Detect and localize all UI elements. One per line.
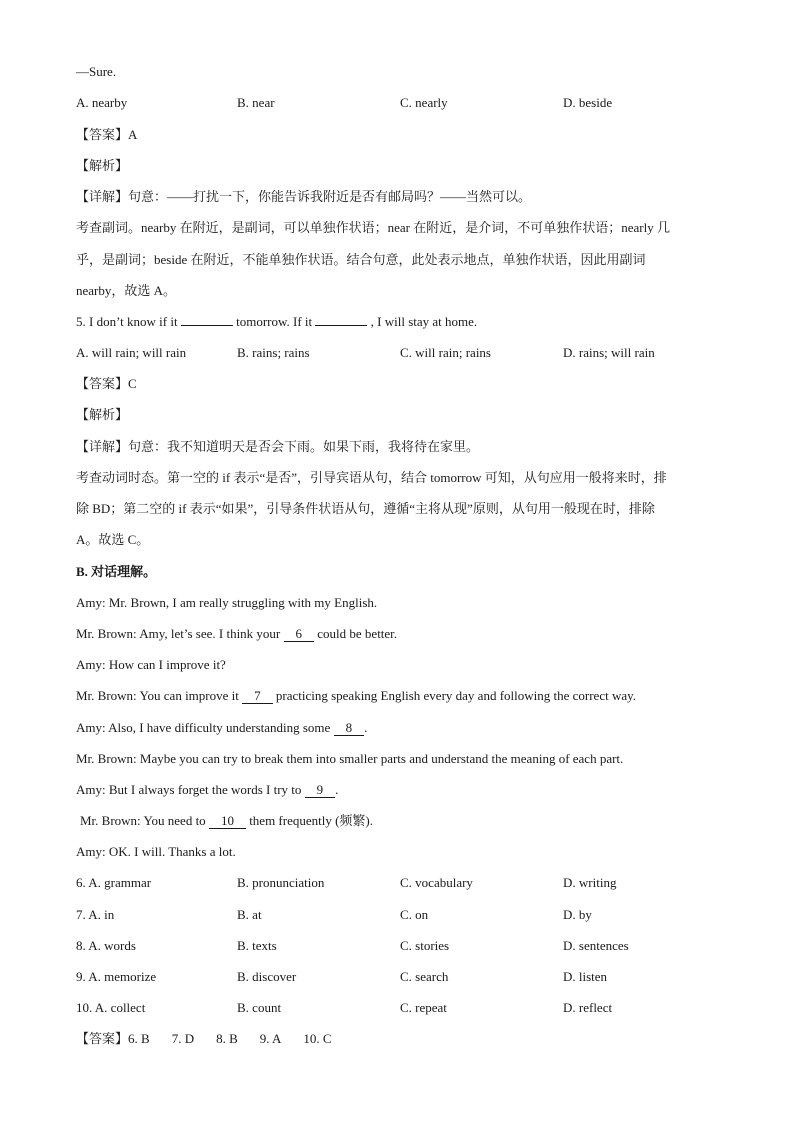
q4-option-b: B. near	[237, 95, 275, 110]
q7-option-a: 7. A. in	[76, 907, 115, 922]
answers-label: 【答案】	[76, 1031, 129, 1046]
q5-stem-part-2: tomorrow. If it	[236, 314, 313, 329]
q7-option-c: C. on	[400, 907, 429, 922]
q5-blank-1	[181, 325, 233, 326]
q8-option-c: C. stories	[400, 938, 450, 953]
dialogue-line-8	[80, 812, 373, 830]
dialogue-text: Mr. Brown: Maybe you can try to break them into smaller parts and understand the meaning of each part.	[76, 751, 624, 766]
q7-option-d: D. by	[563, 907, 592, 922]
q10-option-d: D. reflect	[563, 1000, 613, 1015]
q5-stem	[76, 313, 477, 331]
dialogue-text: Amy: OK. I will. Thanks a lot.	[76, 844, 236, 859]
dialogue-text: Amy: How can I improve it?	[76, 657, 226, 672]
dialogue-line-1	[76, 594, 377, 612]
q4-analysis-label: 【解析】	[76, 158, 129, 173]
answer-8: 8. B	[216, 1031, 238, 1046]
dialogue-text: .	[335, 782, 339, 797]
dialogue-line-3	[76, 656, 226, 674]
q5-explain-line-1: 考查动词时态。第一空的 if 表示“是否”，引导宾语从句，结合 tomorrow 可知，从句应用一般将来时，排	[76, 470, 667, 485]
dialogue-line-9	[76, 843, 236, 861]
q5-option-c: C. will rain; rains	[400, 345, 491, 360]
answer-10: 10. C	[303, 1031, 332, 1046]
q5-detail: 【详解】句意：我不知道明天是否会下雨。如果下雨，我将待在家里。	[76, 439, 480, 454]
q6-option-b: B. pronunciation	[237, 875, 325, 890]
dialogue-text: Amy: Also, I have difficulty understanding some	[76, 720, 334, 735]
q5-option-a: A. will rain; will rain	[76, 345, 187, 360]
q6-option-c: C. vocabulary	[400, 875, 473, 890]
q4-option-d: D. beside	[563, 95, 613, 110]
q5-blank-2	[315, 325, 367, 326]
dialogue-line-5	[76, 719, 367, 737]
dialogue-text: Amy: Mr. Brown, I am really struggling with my English.	[76, 595, 378, 610]
dialogue-text: Mr. Brown: You need to	[80, 813, 209, 828]
section-b-title: B. 对话理解。	[76, 564, 157, 579]
q8-option-a: 8. A. words	[76, 938, 136, 953]
q5-stem-part-1: 5. I don’t know if it	[76, 314, 178, 329]
q6-option-a: 6. A. grammar	[76, 875, 152, 890]
q9-option-b: B. discover	[237, 969, 297, 984]
q4-detail: 【详解】句意：——打扰一下，你能告诉我附近是否有邮局吗？——当然可以。	[76, 189, 532, 204]
q5-option-b: B. rains; rains	[237, 345, 310, 360]
dialogue-text: Mr. Brown: Amy, let’s see. I think your	[76, 626, 284, 641]
q8-option-d: D. sentences	[563, 938, 629, 953]
q4-reply: —Sure.	[76, 64, 117, 79]
q4-explain-line-1: 考查副词。nearby 在附近，是副词，可以单独作状语；near 在附近，是介词，不可单独作状语；nearly 几	[76, 220, 670, 235]
q9-option-d: D. listen	[563, 969, 608, 984]
blank-7: 7	[242, 689, 273, 704]
dialogue-text: Amy: But I always forget the words I try to	[76, 782, 305, 797]
q4-option-c: C. nearly	[400, 95, 448, 110]
q5-answer: 【答案】C	[76, 376, 137, 391]
dialogue-text: Mr. Brown: You can improve it	[76, 688, 243, 703]
blank-10: 10	[209, 814, 246, 829]
blank-9: 9	[305, 783, 336, 798]
q5-explain-line-3: A。故选 C。	[76, 532, 150, 547]
q4-option-a: A. nearby	[76, 95, 128, 110]
dialogue-text: could be better.	[314, 626, 398, 641]
section-b-answers	[76, 1030, 332, 1048]
q5-option-d: D. rains; will rain	[563, 345, 655, 360]
q5-stem-part-3: , I will stay at home.	[370, 314, 478, 329]
dialogue-line-2	[76, 625, 397, 643]
blank-8: 8	[334, 721, 365, 736]
dialogue-line-6	[76, 750, 623, 768]
q9-option-c: C. search	[400, 969, 449, 984]
dialogue-text: practicing speaking English every day and following the correct way.	[272, 688, 637, 703]
q10-option-b: B. count	[237, 1000, 282, 1015]
dialogue-line-7	[76, 781, 338, 799]
dialogue-text: .	[364, 720, 368, 735]
q8-option-b: B. texts	[237, 938, 277, 953]
answer-9: 9. A	[259, 1031, 282, 1046]
answer-7: 7. D	[171, 1031, 195, 1046]
q4-explain-line-2: 乎，是副词；beside 在附近，不能单独作状语。结合句意，此处表示地点，单独作状语，因此用副词	[76, 252, 646, 267]
q6-option-d: D. writing	[563, 875, 617, 890]
q9-option-a: 9. A. memorize	[76, 969, 157, 984]
dialogue-text: them frequently (频繁).	[245, 813, 374, 828]
q4-explain-line-3: nearby，故选 A。	[76, 283, 177, 298]
blank-6: 6	[284, 627, 315, 642]
q5-analysis-label: 【解析】	[76, 407, 129, 422]
q10-option-a: 10. A. collect	[76, 1000, 146, 1015]
q10-option-c: C. repeat	[400, 1000, 447, 1015]
dialogue-line-4	[76, 687, 636, 705]
q4-answer: 【答案】A	[76, 127, 138, 142]
q5-explain-line-2: 除 BD；第二空的 if 表示“如果”，引导条件状语从句，遵循“主将从现”原则，从句用一般现在时，排除	[76, 501, 655, 516]
q7-option-b: B. at	[237, 907, 262, 922]
answer-6: 6. B	[128, 1031, 150, 1046]
